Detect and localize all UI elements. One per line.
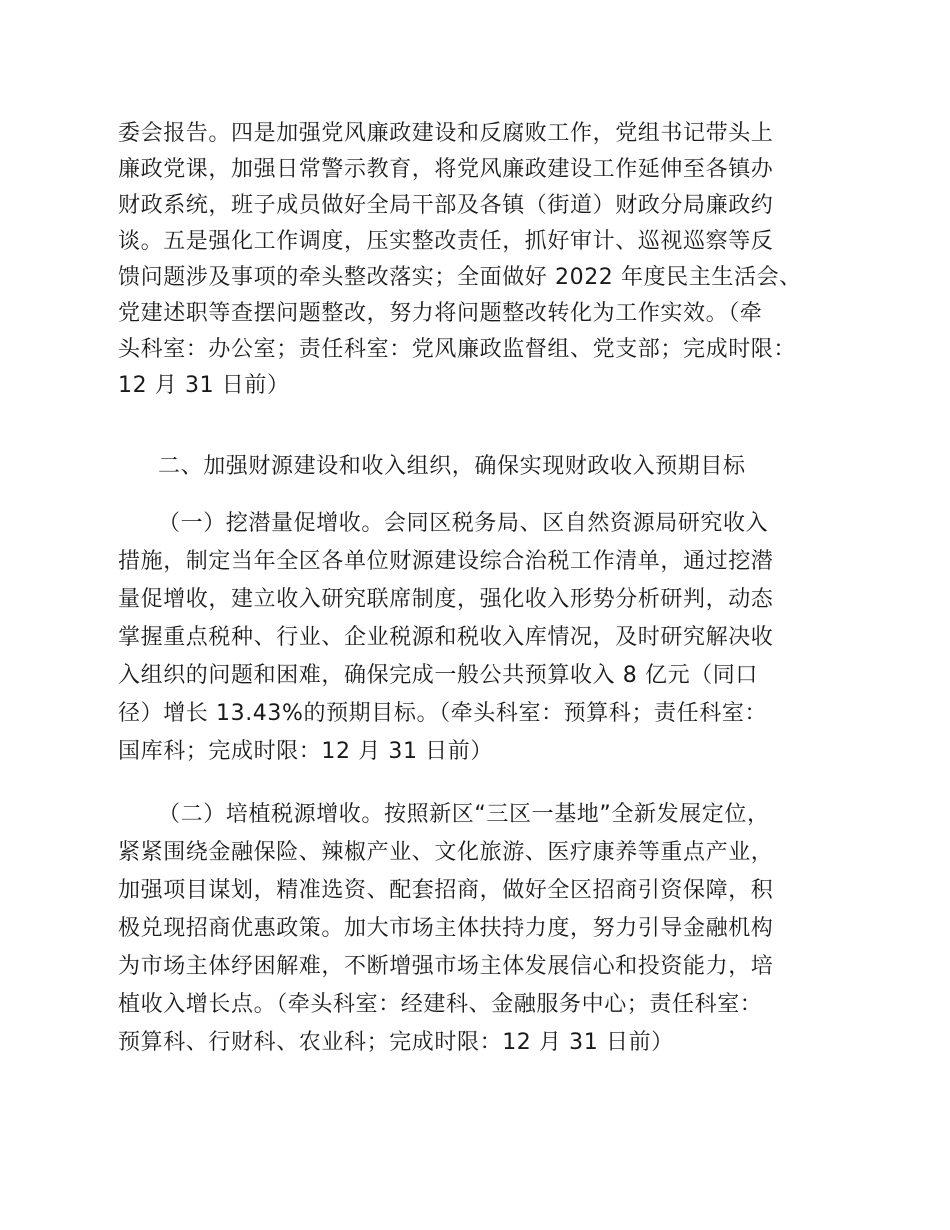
paragraph-1-line: 党建述职等查摆问题整改，努力将问题整改转化为工作实效。（牵 (118, 301, 763, 326)
paragraph-1-line: 馈问题涉及事项的牵头整改落实；全面做好 2022 年度民主生活会、 (118, 265, 802, 290)
paragraph-3-line: 植收入增长点。（牵头科室：经建科、金融服务中心；责任科室： (118, 992, 763, 1017)
paragraph-2-line: 径）增长 13.43%的预期目标。（牵头科室：预算科；责任科室： (118, 701, 768, 726)
paragraph-1-line: 谈。五是强化工作调度，压实整改责任，抓好审计、巡视巡察等反 (118, 229, 774, 254)
section-heading: 二、加强财源建设和收入组织，确保实现财政收入预期目标 (158, 454, 746, 479)
paragraph-3-line: 极兑现招商优惠政策。加大市场主体扶持力度，努力引导金融机构 (118, 916, 774, 941)
paragraph-1-line: 财政系统，班子成员做好全局干部及各镇（街道）财政分局廉政约 (118, 193, 774, 218)
paragraph-2-line: 措施，制定当年全区各单位财源建设综合治税工作清单，通过挖潜 (118, 549, 774, 574)
paragraph-2-line: 入组织的问题和困难，确保完成一般公共预算收入 8 亿元（同口 (118, 663, 758, 688)
paragraph-2-line: （一）挖潜量促增收。会同区税务局、区自然资源局研究收入 (158, 511, 769, 536)
paragraph-1-line: 廉政党课，加强日常警示教育，将党风廉政建设工作延伸至各镇办 (118, 157, 774, 182)
paragraph-1-line: 头科室：办公室；责任科室：党风廉政监督组、党支部；完成时限： (118, 337, 797, 362)
paragraph-2-line: 国库科；完成时限：12 月 31 日前） (118, 739, 493, 764)
paragraph-3-line: 为市场主体纾困解难，不断增强市场主体发展信心和投资能力，培 (118, 954, 774, 979)
paragraph-1-line: 12 月 31 日前） (118, 373, 290, 398)
paragraph-3-line: 加强项目谋划，精准选资、配套招商，做好全区招商引资保障，积 (118, 878, 774, 903)
paragraph-1-line: 委会报告。四是加强党风廉政建设和反腐败工作，党组书记带头上 (118, 121, 774, 146)
paragraph-2-line: 掌握重点税种、行业、企业税源和税收入库情况，及时研究解决收 (118, 625, 774, 650)
paragraph-3-line: （二）培植税源增收。按照新区“三区一基地”全新发展定位， (158, 802, 770, 827)
paragraph-3-line: 紧紧围绕金融保险、辣椒产业、文化旅游、医疗康养等重点产业， (118, 840, 774, 865)
paragraph-3-line: 预算科、行财科、农业科；完成时限：12 月 31 日前） (118, 1030, 674, 1055)
paragraph-2-line: 量促增收，建立收入研究联席制度，强化收入形势分析研判，动态 (118, 587, 774, 612)
